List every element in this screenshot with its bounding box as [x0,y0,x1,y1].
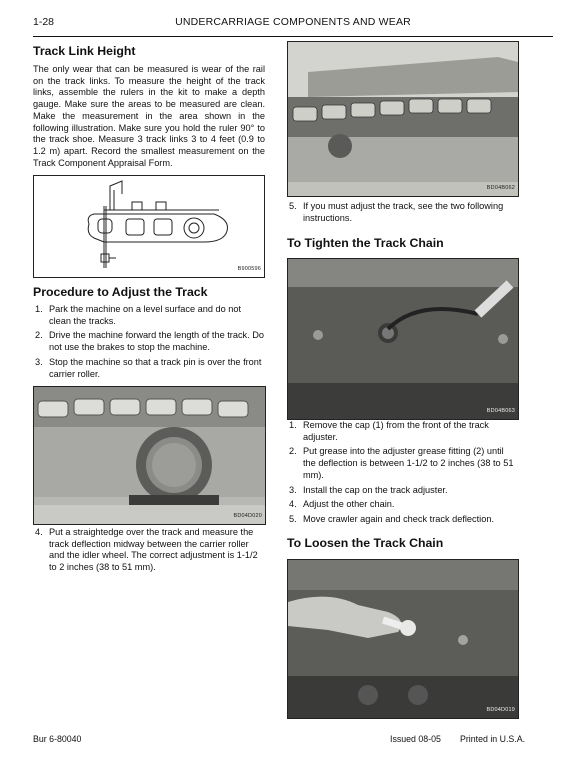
track-overview-photo [288,42,518,196]
footer-issued: Issued 08-05 [390,734,441,744]
footer-document-number: Bur 6-80040 [33,734,82,744]
procedure-steps [33,304,265,380]
left-column [33,0,265,759]
photo-track-overview [287,41,519,197]
list-item: 5. Move crawler again and check track deflection. [289,513,494,524]
tighten-steps [287,420,519,526]
list-item: 5. If you must adjust the track, see the two following instructions. [289,201,504,223]
step-five [287,201,519,224]
figure-code: BD04B062 [486,185,515,192]
list-item: 4. Adjust the other chain. [289,499,395,510]
carrier-roller-photo [34,387,265,524]
list-item: 4. Put a straightedge over the track and measure the track deflection midway between the carrier roller and the idler wheel. The correct adjustment is 1-1/2 to 2 inches (38 to 51 mm). [35,527,258,573]
photo-track-carrier-roller [33,386,266,525]
chapter-title: UNDERCARRIAGE COMPONENTS AND WEAR [175,16,411,28]
photo-tighten-adjuster [287,258,519,420]
list-item: 3. Install the cap on the track adjuster. [289,484,448,495]
photo-loosen-adjuster [287,559,519,719]
loosen-adjuster-photo [288,560,518,718]
footer-printed: Printed in U.S.A. [460,734,526,744]
figure-code: BD04D020 [233,513,262,520]
tighten-adjuster-photo [288,259,518,419]
track-link-diagram [34,176,264,277]
heading-procedure-adjust: Procedure to Adjust the Track [33,285,208,299]
track-link-paragraph: The only wear that can be measured is wear of the rail on the track links. To measure the height of the track links, assemble the rulers in the kit to make a depth gauge. Make sure the areas to be measured are clean. Make the measurement in the area shown in the following illustration. Make sure you hold the ruler 90° to the track shoe. Measure 3 track links 3 to 4 feet (0.9 to 1.2 m) apart. Record the smallest measurement on the Track Component Appraisal Form. [33,64,265,168]
figure-code: B900596 [237,266,261,273]
figure-code: BD04D019 [486,707,515,714]
list-item: 2. Put grease into the adjuster grease fitting (2) until the deflection is between 1-1/2 to 2 inches (38 to 51 mm). [289,446,514,480]
list-item: 1. Park the machine on a level surface and do not clean the tracks. [35,304,242,326]
figure-track-link-diagram [33,175,265,278]
page-number: 1-28 [33,16,55,28]
heading-loosen-track: To Loosen the Track Chain [287,536,444,550]
list-item: 1. Remove the cap (1) from the front of the track adjuster. [289,420,489,442]
heading-tighten-track: To Tighten the Track Chain [287,236,444,250]
list-item: 3. Stop the machine so that a track pin is over the front carrier roller. [35,356,262,379]
heading-track-link-height: Track Link Height [33,44,136,58]
figure-code: BD04B063 [486,408,515,415]
step-four [33,527,265,574]
right-column [287,0,519,759]
list-item: 2. Drive the machine forward the length of the track. Do not use the brakes to stop the machine. [35,330,264,353]
